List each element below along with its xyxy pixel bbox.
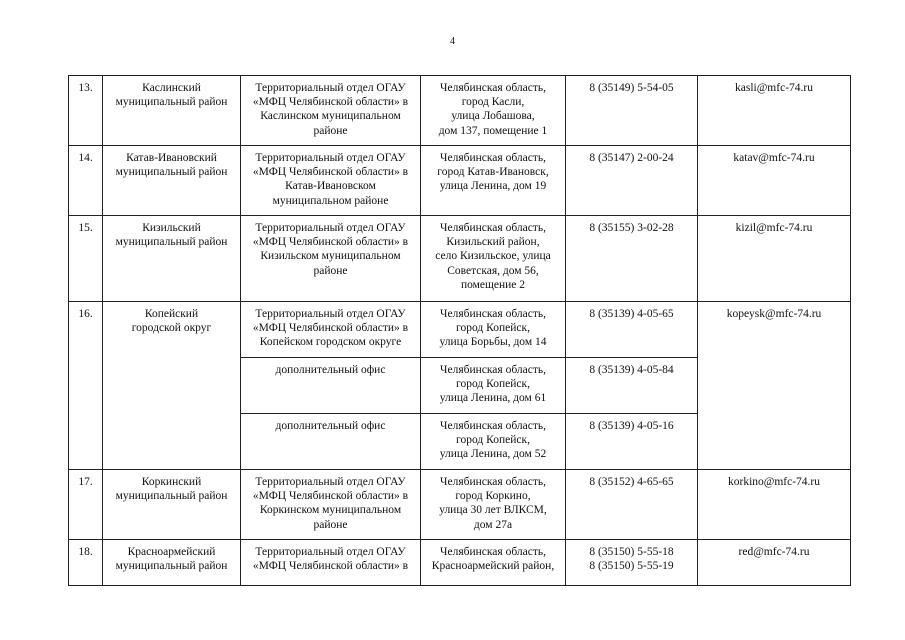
municipality-cell: Красноармейский муниципальный район — [103, 540, 241, 586]
phone-cell: 8 (35150) 5-55-18 8 (35150) 5-55-19 — [566, 540, 698, 586]
organization-cell: Территориальный отдел ОГАУ «МФЦ Челябинской области» в Катав-Ивановском муниципальном районе — [241, 146, 421, 216]
address-cell: Челябинская область, город Коркино, улица 30 лет ВЛКСМ, дом 27а — [421, 470, 566, 540]
address-cell: Челябинская область, город Катав-Ивановск, улица Ленина, дом 19 — [421, 146, 566, 216]
municipality-cell: Каслинский муниципальный район — [103, 76, 241, 146]
email-cell: korkino@mfc-74.ru — [698, 470, 851, 540]
email-cell: kasli@mfc-74.ru — [698, 76, 851, 146]
organization-cell: Территориальный отдел ОГАУ «МФЦ Челябинской области» в Копейском городском округе — [241, 302, 421, 358]
address-cell: Челябинская область, Кизильский район, село Кизильское, улица Советская, дом 56, помещение 2 — [421, 216, 566, 302]
phone-cell: 8 (35147) 2-00-24 — [566, 146, 698, 216]
phone-cell: 8 (35152) 4-65-65 — [566, 470, 698, 540]
table-row — [69, 146, 851, 216]
email-cell: kizil@mfc-74.ru — [698, 216, 851, 302]
municipality-cell: Коркинский муниципальный район — [103, 470, 241, 540]
table-row — [69, 76, 851, 146]
phone-cell: 8 (35139) 4-05-16 — [566, 414, 698, 470]
email-cell: red@mfc-74.ru — [698, 540, 851, 586]
row-number: 15. — [69, 216, 103, 302]
phone-cell: 8 (35149) 5-54-05 — [566, 76, 698, 146]
table-row — [69, 302, 851, 358]
phone-cell: 8 (35139) 4-05-84 — [566, 358, 698, 414]
address-cell: Челябинская область, город Копейск, улица Борьбы, дом 14 — [421, 302, 566, 358]
organization-cell: дополнительный офис — [241, 414, 421, 470]
organization-cell: Территориальный отдел ОГАУ «МФЦ Челябинской области» в — [241, 540, 421, 586]
address-cell: Челябинская область, город Касли, улица Лобашова, дом 137, помещение 1 — [421, 76, 566, 146]
organization-cell: дополнительный офис — [241, 358, 421, 414]
organization-cell: Территориальный отдел ОГАУ «МФЦ Челябинской области» в Каслинском муниципальном районе — [241, 76, 421, 146]
table-row — [69, 470, 851, 540]
row-number: 16. — [69, 302, 103, 470]
municipality-cell: Катав-Ивановский муниципальный район — [103, 146, 241, 216]
table-row — [69, 540, 851, 586]
address-cell: Челябинская область, Красноармейский район, — [421, 540, 566, 586]
phone-cell: 8 (35139) 4-05-65 — [566, 302, 698, 358]
email-cell: katav@mfc-74.ru — [698, 146, 851, 216]
organization-cell: Территориальный отдел ОГАУ «МФЦ Челябинской области» в Кизильском муниципальном районе — [241, 216, 421, 302]
page-number: 4 — [450, 36, 455, 47]
organization-cell: Территориальный отдел ОГАУ «МФЦ Челябинской области» в Коркинском муниципальном районе — [241, 470, 421, 540]
phone-cell: 8 (35155) 3-02-28 — [566, 216, 698, 302]
address-cell: Челябинская область, город Копейск, улица Ленина, дом 52 — [421, 414, 566, 470]
row-number: 13. — [69, 76, 103, 146]
municipality-cell: Кизильский муниципальный район — [103, 216, 241, 302]
address-cell: Челябинская область, город Копейск, улица Ленина, дом 61 — [421, 358, 566, 414]
row-number: 14. — [69, 146, 103, 216]
row-number: 18. — [69, 540, 103, 586]
row-number: 17. — [69, 470, 103, 540]
table-row — [69, 216, 851, 302]
municipality-cell: Копейский городской округ — [103, 302, 241, 470]
email-cell: kopeysk@mfc-74.ru — [698, 302, 851, 470]
mfc-offices-table — [68, 75, 851, 586]
